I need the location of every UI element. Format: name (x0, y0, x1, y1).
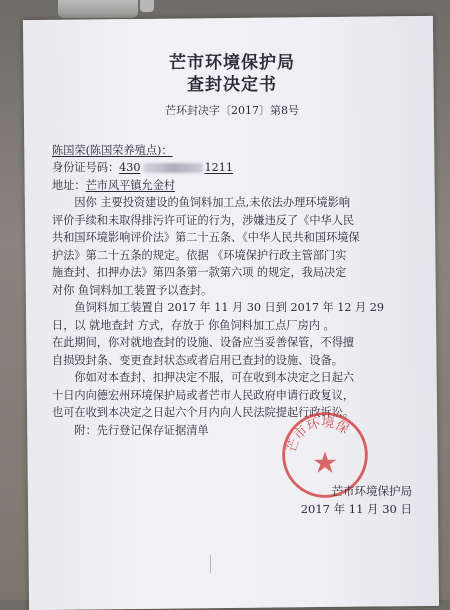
body-line: 鱼饲料加工装置自 2017 年 11 月 30 日到 2017 年 12 月 29 (74, 301, 385, 314)
document-subtitle: 查封决定书 (187, 75, 277, 95)
body-line: 对你 鱼饲料加工装置予以查封。 (52, 283, 213, 297)
redacted-id-digits (143, 163, 203, 173)
id-label: 身份证号码： (52, 161, 120, 174)
body-line: 因你 主要投资建设的鱼饲料加工点,未依法办理环境影响 (74, 196, 351, 209)
svg-text:芒市环境保 (282, 414, 352, 454)
body-line: 日，以 就地查封 方式，存放于 你鱼饲料加工点厂房内 。 (52, 318, 335, 332)
body-line: 在此期间，你对就地查封的设施、设备应当妥善保管，不得擅 (52, 336, 355, 349)
address-label: 地址： (52, 178, 86, 192)
address-value: 芒市风平镇允金村 (85, 178, 176, 192)
recipient-id (52, 159, 412, 177)
body-line: 你如对本查封、扣押决定不服，可在收到本决定之日起六 (74, 371, 355, 384)
signature-block (262, 482, 412, 518)
seal-star-icon (314, 451, 337, 473)
body-line: 也可在收到本决定之日起六个月内向人民法院提起行政诉讼。 (52, 406, 355, 419)
page-fold-mark (210, 555, 211, 573)
body-line: 施查封、扣押办法》第四条第一款第六项 的规定，我局决定 (52, 266, 347, 279)
body-line: 自损毁封条、变更查封状态或者启用已查封的设施、设备。 (52, 353, 343, 367)
document-title: 芒市环境保护局 (169, 53, 295, 73)
id-prefix: 430 (119, 161, 141, 174)
document-content (52, 40, 412, 439)
attachment-note: 附：先行登记保存证据清单 (74, 423, 209, 437)
binder-clip-edge (140, 0, 154, 12)
recipient-name: 陈国荣(陈国荣养殖点)： (52, 143, 173, 157)
body-line: 共和国环境影响评价法》第二十五条、《中华人民共和国环境保 (52, 231, 360, 244)
signing-organization: 芒市环境保护局 (331, 484, 412, 498)
signing-date: 2017 年 11 月 30 日 (300, 502, 412, 516)
document-number: 芒环封决字〔2017〕第8号 (165, 104, 299, 117)
recipient-address (52, 177, 412, 195)
seal-text: 芒市环境保 (284, 415, 352, 455)
body-line: 评价手续和未取得排污许可证的行为，涉嫌违反了《中华人民 (52, 213, 355, 227)
body-line: 十日内向德宏州环境保护局或者芒市人民政府申请行政复议， (52, 388, 355, 402)
id-suffix: 1211 (204, 161, 233, 174)
body-line: 护法》第二十五条的规定。依据 《环境保护行政主管部门实 (52, 248, 347, 262)
binder-clip (58, 0, 138, 18)
